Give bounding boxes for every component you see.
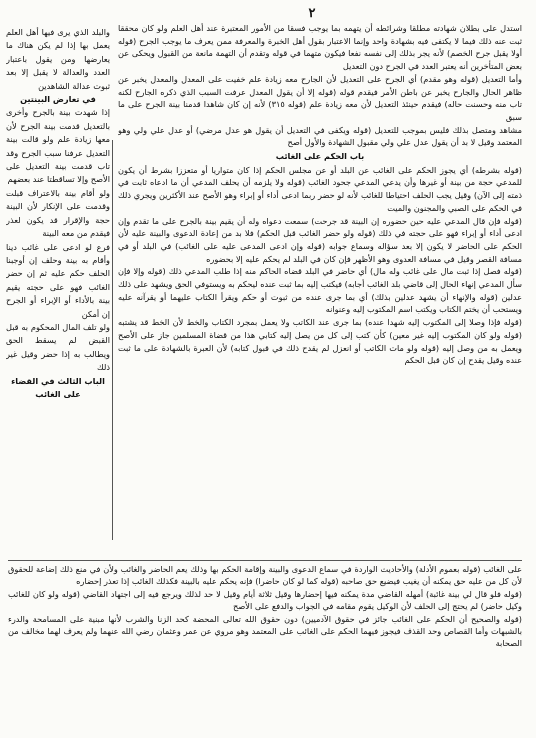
page-number: ٢	[308, 6, 316, 21]
margin-paragraph: ولو تلف المال المحكوم به قبل القبض لم يسقط الحق ويطالب به إذا حضر وقيل غير ذلك	[6, 321, 110, 373]
main-paragraph: (قوله فإذا وصلا إلى المكتوب إليه شهدا عنده) بما جرى عند الكاتب ولا يعمل بمجرد الكتاب والخط لأن الخط قد يشتبه (قوله ولو كان المكتوب إليه غير معين) كأن كتب إلى كل من يصل إليه كتابي هذا من قضاة المسلمين جاز على الأصح ويعمل به من وصل إليه (قوله ولو مات الكاتب أو انعزل لم يقدح ذلك في قبول كتابه) لأن العبرة بالشهادة على ما ثبت عنده وقيل يقدح إن كان قبل الحكم	[118, 317, 522, 366]
column-divider	[112, 140, 113, 540]
footnote-paragraph: (قوله فلو قال لي بينة غائبة) أمهله القاضي مدة يمكنه فيها إحضارها وقيل ثلاثة أيام وقيل لا حد لذلك ويرجع فيه إلى اجتهاد القاضي (قوله ولو كان للغائب وكيل حاضر) لم يحتج إلى الحلف لأن الوكيل يقوم مقامه في الجواب والدفع على الأصح	[8, 588, 522, 612]
margin-heading: في تعارض البينتين	[20, 94, 96, 105]
main-paragraph: مشاهد ومتصل بذلك فليس بموجب للتعديل (قوله ويكفى في التعديل أن يقول هو عدل مرضي) أو عدل علي ولي وهو المعتمد وقيل لا بد أن يقول عدل علي ولي مقبول الشهادة والأول أصح	[118, 124, 522, 148]
margin-paragraph: إذا شهدت بينة بالجرح وأخرى بالتعديل قدمت بينة الجرح لأن معها زيادة علم ولو قالت بينة التعديل عرفنا سبب الجرح وقد تاب قدمت بينة التعديل على الأصح وإلا تساقطتا عند بعضهم	[6, 107, 110, 185]
main-text-block	[118, 22, 522, 552]
main-paragraph: (قوله فصل إذا ثبت مال على غائب وله مال) أي حاضر في البلد قضاه الحاكم منه إذا طلب المدعي ذلك (قوله وإلا فإن سأل المدعي إنهاء الحال إلى قاضي بلد الغائب أجابه) فيكتب إليه بما ثبت عنده ليحكم به ويستوفي الحق ويشهد على ذلك عدلين (قوله والإنهاء أن يشهد عدلين بذلك) أي بما جرى عنده من ثبوت أو حكم ويقرأ الكتاب عليهما أو يقرآنه عليه ويستحب أن يختم الكتاب ويكتب اسم المكتوب إليه وعنوانه	[118, 266, 522, 315]
main-paragraph: (قوله فإن قال المدعي عليه حين حضوره إن البينة قد جرحت) سمعت دعواه وله أن يقيم بينة بالجرح على ما تقدم وإن ادعى أداء أو إبراء فهو على حجته في ذلك (قوله ولو حضر الغائب قبل الحكم) فلا بد من إعادة الدعوى والبينة عليه لأن الحكم على الحاضر لا يكون إلا بعد سؤاله وسماع جوابه (قوله وإن ادعى المدعى عليه على الغائب) في البلد أو في مسافة القصر وقيل في مسافة العدوى وهو الأظهر فإن كان في البلد لم يحكم عليه إلا بحضوره	[118, 215, 522, 264]
main-paragraph: وأما التعديل (قوله وهو مقدم) أي الجرح على التعديل لأن الجارح معه زيادة علم خفيت على المعدل والمعدل يخبر عن ظاهر الحال والجارح يخبر عن باطن الأمر فيقدم قوله (قوله إلا أن يقول المعدل عرفت السبب الذي ذكره الجارح لكنه تاب منه وحسنت حاله) فيقدم حينئذ التعديل لأن معه زيادة علم (قوله ٣١٥) لأنه إن كان شاهدا قدمنا بينة الجرح على ما سبق	[118, 73, 522, 122]
chapter-heading: باب الحكم على الغائب	[275, 151, 365, 162]
footnote-divider	[8, 560, 522, 561]
main-paragraph: (قوله بشرطه) أي يجوز الحكم على الغائب عن البلد أو عن مجلس الحكم إذا كان متواريا أو متعززا بشرط أن يكون للمدعي حجة من بينة أو غيرها وأن يدعي المدعي جحود الغائب (قوله ولا يلزمه أن يحلف المدعي أن ما ادعاه ثابت في ذمته إلى الآن) وقيل يجب الحلف احتياطا للغائب لأنه لو حضر ربما ادعى أداء أو إبراء وهو الأصح عند الأكثرين ويجري ذلك في الحكم على الصبي والمجنون والميت	[118, 164, 522, 213]
margin-paragraph: فرع لو ادعى على غائب دينا وأقام به بينة وحلف إن أوجبنا الحلف حكم عليه ثم إن حضر الغائب فهو على حجته يقيم بينة بالأداء أو الإبراء أو الجرح إن أمكن	[6, 241, 110, 319]
margin-paragraph: ولو أقام بينة بالاعتراف قبلت وقدمت على الإنكار لأن البينة حجة والإقرار قد يكون لعذر فيقدم من معه البينة	[6, 187, 110, 239]
margin-paragraph: والبلد الذي يرى فيها أهل العلم يعمل بها إذا لم يكن هناك ما يعارضها ومن يقول باعتبار العدد والعدالة لا يقبل إلا بعد ثبوت عدالة الشاهدين	[6, 27, 110, 91]
main-paragraph: استدل على بطلان شهادته مطلقا وشرائطه أن يتهمه بما يوجب فسقا من الأمور المعتبرة عند أهل العلم ولو كان محققا ثبت عنه ذلك فيما لا يكتفى فيه بشهادة واحد وإنما الاعتبار بقول أهل الخبرة والمعرفة ممن يعرف ما يوجب الجرح (قوله أولا يقبل جرح الخصم) لأنه يجر بذلك إلى نفسه نفعا فيكون متهما في قوله وتقدم أن التهمة مانعة من القبول ويحكى عن بعض المتأخرين أنه يعتبر العدد في الجرح دون التعديل	[118, 23, 522, 72]
margin-heading: الباب الثالث في القضاء على الغائب	[11, 375, 105, 399]
margin-commentary-column	[6, 26, 110, 556]
footnote-paragraph: (قوله والصحيح أن الحكم على الغائب جائز في حقوق الآدميين) دون حقوق الله تعالى المحضة كحد الزنا والشرب لأنها مبنية على المسامحة والدرء بالشبهات وأما القصاص وحد القذف فيجوز فيهما الحكم على الغائب على المعتمد وهو مروي عن عمر وعثمان رضي الله عنهما ولم يعرف لهما مخالف من الصحابة	[8, 613, 522, 649]
footnote-paragraph: على الغائب (قوله بعموم الأدلة) والأحاديث الواردة في سماع الدعوى والبينة وإقامة الحكم بها وذلك يعم الحاضر والغائب ولأن في منع ذلك إضاعة للحقوق لأن كل من عليه حق يمكنه أن يغيب فيضيع حق صاحبه (قوله كما لو كان حاضرا) فإنه يحكم عليه بالبينة فكذلك الغائب إذا تعذر إحضاره	[8, 564, 522, 587]
footnote-block	[8, 563, 522, 729]
